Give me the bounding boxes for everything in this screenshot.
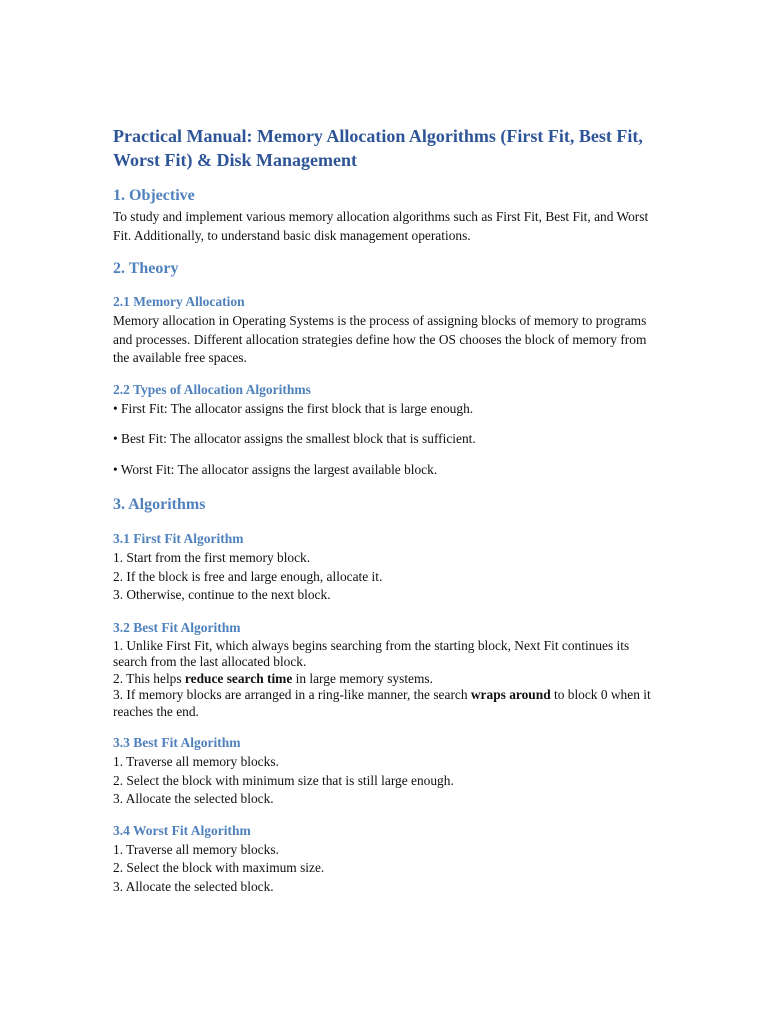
- emphasis-text: reduce search time: [184, 670, 293, 686]
- objective-heading: 1. Objective: [113, 187, 195, 204]
- algorithms-heading: 3. Algorithms: [113, 496, 206, 513]
- list-item: • First Fit: The allocator assigns the first block that is large enough.: [113, 400, 474, 416]
- objective-text: To study and implement various memory allocation algorithms such as First Fit, Best Fit, and Worst Fit. Additionally, to understand basic disk management operations.: [113, 209, 649, 243]
- list-item: 3. Otherwise, continue to the next block.: [113, 587, 331, 602]
- theory-heading: 2. Theory: [113, 260, 179, 277]
- list-item: 2. Select the block with maximum size.: [113, 860, 325, 875]
- worst-fit-heading: 3.4 Worst Fit Algorithm: [113, 822, 251, 838]
- list-item: 3. Allocate the selected block.: [113, 791, 274, 806]
- list-item: 1. Unlike First Fit, which always begins searching from the starting block, Next Fit continues its search from the last allocated block.: [113, 637, 630, 669]
- list-item: • Worst Fit: The allocator assigns the largest available block.: [113, 461, 438, 477]
- emphasis-text: wraps around: [470, 687, 551, 702]
- list-item: [113, 687, 653, 720]
- step-text: to block 0 when it reaches the end.: [113, 687, 651, 719]
- memory-allocation-heading: 2.1 Memory Allocation: [113, 294, 245, 309]
- step-text: 3. If memory blocks are arranged in a ring-like manner, the search: [113, 687, 471, 702]
- list-item: 3. Allocate the selected block.: [113, 878, 274, 894]
- first-fit-heading: 3.1 First Fit Algorithm: [113, 531, 244, 546]
- list-item: 2. Select the block with minimum size that is still large enough.: [113, 772, 454, 788]
- list-item: 1. Traverse all memory blocks.: [113, 754, 279, 769]
- list-item: 2. If the block is free and large enough, allocate it.: [113, 568, 383, 584]
- list-item: 1. Start from the first memory block.: [113, 550, 311, 565]
- list-item: 1. Traverse all memory blocks.: [113, 841, 279, 857]
- next-fit-heading: 3.2 Best Fit Algorithm: [113, 619, 241, 635]
- step-text: in large memory systems.: [292, 670, 433, 686]
- step-text: 2. This helps: [113, 670, 185, 686]
- memory-allocation-text: Memory allocation in Operating Systems is the process of assigning blocks of memory to programs and processes. Different allocation strategies define how the OS chooses the block of memory from the available free spaces.: [113, 313, 647, 365]
- best-fit-heading: 3.3 Best Fit Algorithm: [113, 735, 241, 750]
- document-page: [113, 124, 653, 896]
- list-item: [113, 671, 653, 688]
- document-title: Practical Manual: Memory Allocation Algorithms (First Fit, Best Fit, Worst Fit) & Disk Management: [113, 126, 643, 170]
- list-item: • Best Fit: The allocator assigns the smallest block that is sufficient.: [113, 431, 476, 446]
- allocation-types-heading: 2.2 Types of Allocation Algorithms: [113, 381, 311, 397]
